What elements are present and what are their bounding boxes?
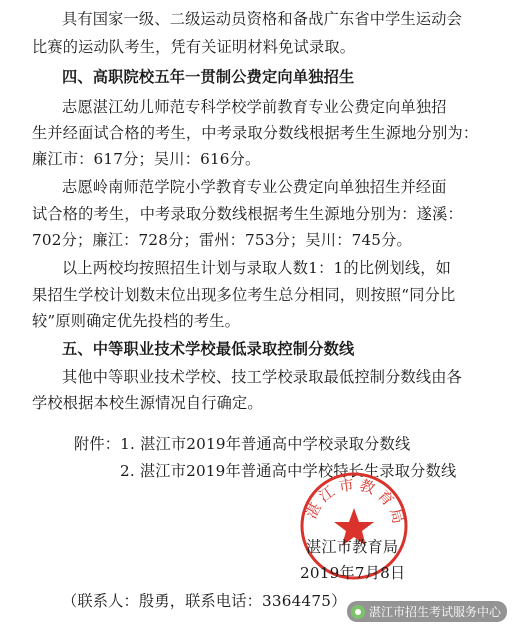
issuer-name: 湛江市教育局 — [306, 538, 399, 556]
section-heading: 五、中等职业技术学校最低录取控制分数线 — [62, 340, 355, 358]
attachment-line: 附件：1. 湛江市2019年普通高中学校录取分数线 — [74, 435, 411, 453]
text-line: 试合格的考生，中考录取分数线根据考生生源地分别为：遂溪： — [32, 205, 463, 223]
text-line: 廉江市：617分；吴川：616分。 — [32, 150, 261, 168]
text-line: 以上两校均按照招生计划与录取人数1：1的比例划线，如 — [62, 259, 452, 277]
text-line: 果招生学校计划数末位出现多位考生总分相同，则按照“同分比 — [32, 286, 456, 304]
text-line: 志愿岭南师范学院小学教育专业公费定向单独招生并经面 — [62, 178, 447, 196]
text-line: 学校根据本校生源情况自行确定。 — [32, 394, 263, 412]
wechat-icon — [351, 605, 365, 619]
watermark-text: 湛江市招生考试服务中心 — [368, 605, 501, 619]
text-line: 志愿湛江幼儿师范专科学校学前教育专业公费定向单独招 — [62, 98, 447, 116]
issue-date: 2019年7月8日 — [300, 564, 406, 582]
text-line: 比赛的运动队考生，凭有关证明材料免试录取。 — [32, 38, 356, 56]
text-line: 具有国家一级、二级运动员资格和备战广东省中学生运动会 — [62, 10, 463, 28]
text-line: 其他中等职业技术学校、技工学校录取最低控制分数线由各 — [62, 368, 463, 386]
contact-line: （联系人：殷勇，联系电话：3364475） — [62, 592, 347, 610]
text-line: 生并经面试合格的考生，中考录取分数线根据考生生源地分别为： — [32, 124, 479, 142]
text-line: 较”原则确定优先投档的考生。 — [32, 312, 241, 330]
attachment-line: 2. 湛江市2019年普通高中学校特长生录取分数线 — [120, 462, 457, 480]
svg-text:湛江市教育局: 湛江市教育局 — [301, 475, 409, 530]
source-watermark — [347, 601, 507, 622]
text-line: 702分；廉江：728分；雷州：753分；吴川：745分。 — [32, 231, 412, 249]
section-heading: 四、高职院校五年一贯制公费定向单独招生 — [62, 68, 355, 86]
